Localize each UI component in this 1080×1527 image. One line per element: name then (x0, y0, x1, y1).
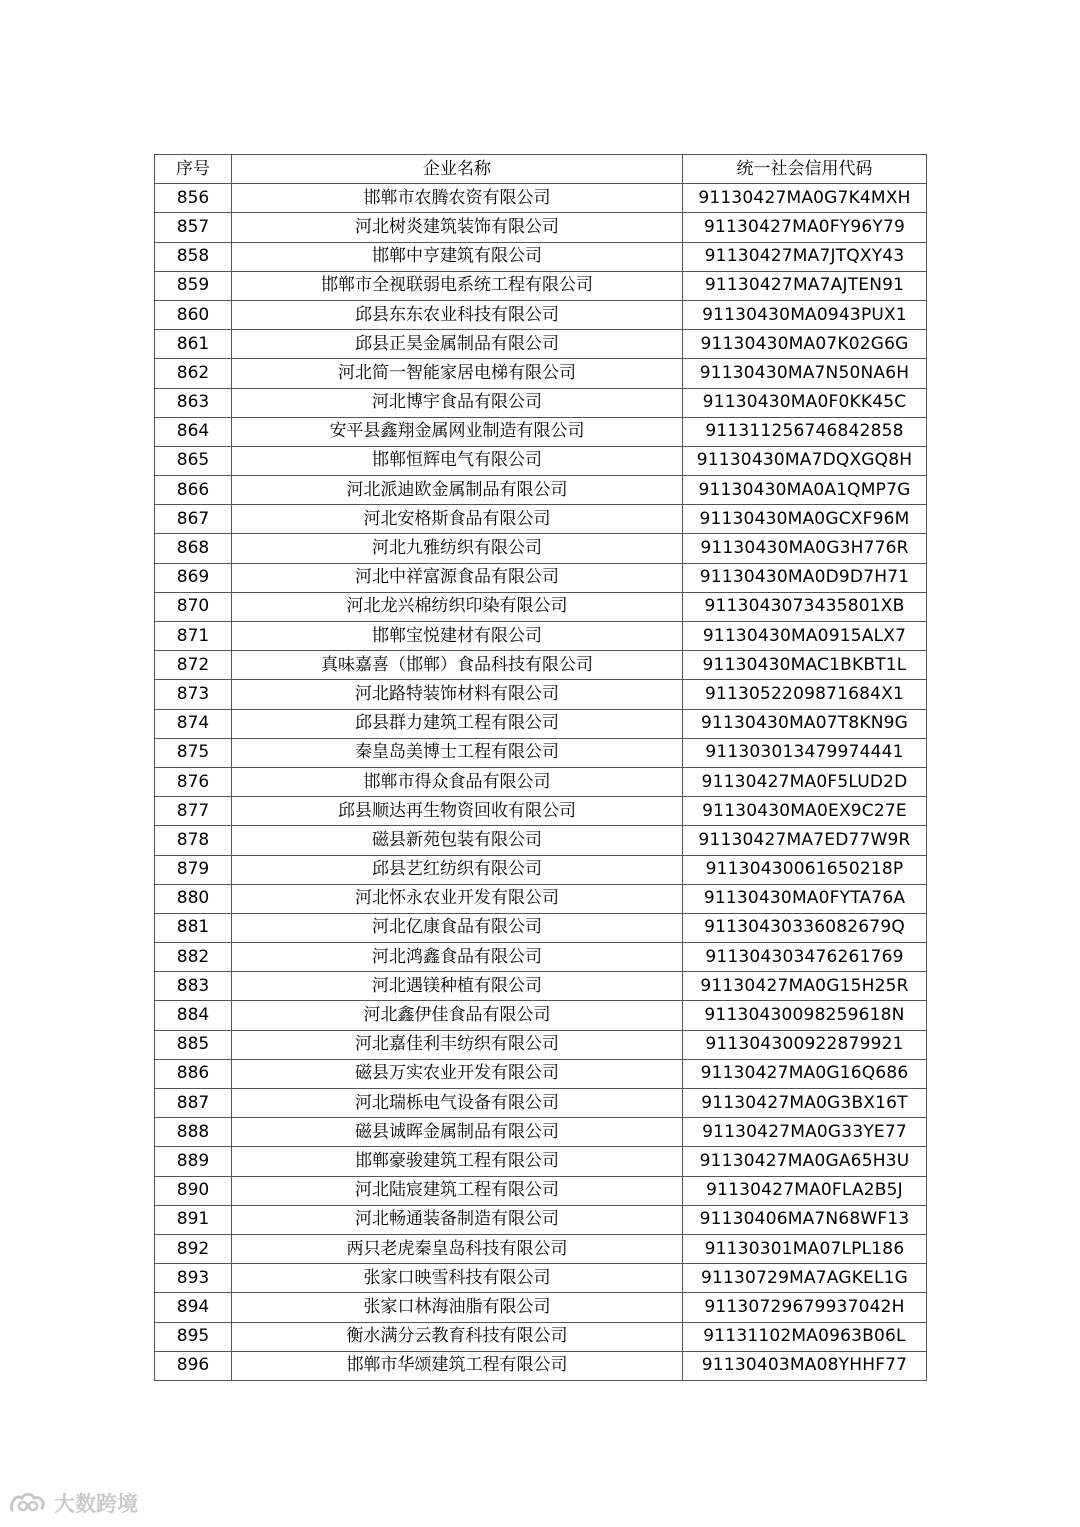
cell-seq: 888 (155, 1118, 232, 1147)
table-row (155, 1030, 927, 1059)
cell-company-name: 河北畅通装备制造有限公司 (232, 1205, 683, 1234)
cell-seq: 863 (155, 388, 232, 417)
cell-seq: 893 (155, 1264, 232, 1293)
cell-seq: 869 (155, 563, 232, 592)
cell-credit-code: 91130430MA0FYTA76A (683, 884, 927, 913)
cell-company-name: 河北安格斯食品有限公司 (232, 505, 683, 534)
table-row (155, 738, 927, 767)
cell-credit-code: 91130427MA7ED77W9R (683, 826, 927, 855)
cell-company-name: 邯郸市全视联弱电系统工程有限公司 (232, 271, 683, 300)
cell-seq: 883 (155, 972, 232, 1001)
cell-seq: 856 (155, 184, 232, 213)
table-row (155, 1059, 927, 1088)
cell-seq: 881 (155, 913, 232, 942)
cell-credit-code: 911304303476261769 (683, 943, 927, 972)
cell-seq: 868 (155, 534, 232, 563)
cell-credit-code: 91130430MA07T8KN9G (683, 709, 927, 738)
cell-seq: 873 (155, 680, 232, 709)
cell-company-name: 邯郸市华颂建筑工程有限公司 (232, 1351, 683, 1380)
cell-company-name: 真味嘉喜（邯郸）食品科技有限公司 (232, 651, 683, 680)
cell-seq: 877 (155, 797, 232, 826)
company-table-container (154, 154, 926, 1381)
cell-seq: 874 (155, 709, 232, 738)
cell-credit-code: 91130430MA0943PUX1 (683, 300, 927, 329)
table-row (155, 1264, 927, 1293)
cell-seq: 867 (155, 505, 232, 534)
table-row (155, 505, 927, 534)
table-row (155, 242, 927, 271)
cell-credit-code: 91130430MA0915ALX7 (683, 622, 927, 651)
table-row (155, 1351, 927, 1380)
cell-credit-code: 91130427MA0G7K4MXH (683, 184, 927, 213)
table-row (155, 884, 927, 913)
cell-credit-code: 91130427MA0FY96Y79 (683, 213, 927, 242)
cell-company-name: 河北龙兴棉纺织印染有限公司 (232, 592, 683, 621)
cell-company-name: 河北遇镁种植有限公司 (232, 972, 683, 1001)
header-seq: 序号 (155, 155, 232, 184)
cell-credit-code: 911311256746842858 (683, 417, 927, 446)
table-row (155, 417, 927, 446)
cell-company-name: 邱县顺达再生物资回收有限公司 (232, 797, 683, 826)
cell-company-name: 邯郸宝悦建材有限公司 (232, 622, 683, 651)
cell-seq: 895 (155, 1322, 232, 1351)
table-row (155, 1118, 927, 1147)
cell-company-name: 河北亿康食品有限公司 (232, 913, 683, 942)
table-row (155, 1205, 927, 1234)
cell-company-name: 邱县正昊金属制品有限公司 (232, 330, 683, 359)
cell-seq: 866 (155, 476, 232, 505)
table-row (155, 1147, 927, 1176)
table-body (155, 184, 927, 1381)
table-row (155, 359, 927, 388)
cell-company-name: 邱县艺红纺织有限公司 (232, 855, 683, 884)
cell-seq: 871 (155, 622, 232, 651)
table-row (155, 563, 927, 592)
cell-credit-code: 91131102MA0963B06L (683, 1322, 927, 1351)
cell-credit-code: 911304300922879921 (683, 1030, 927, 1059)
table-row (155, 213, 927, 242)
cell-seq: 879 (155, 855, 232, 884)
cell-seq: 862 (155, 359, 232, 388)
cell-seq: 857 (155, 213, 232, 242)
cell-seq: 865 (155, 446, 232, 475)
cell-company-name: 安平县鑫翔金属网业制造有限公司 (232, 417, 683, 446)
cell-credit-code: 91130430MA0F0KK45C (683, 388, 927, 417)
cell-credit-code: 91130430MA07K02G6G (683, 330, 927, 359)
table-row (155, 592, 927, 621)
table-row (155, 446, 927, 475)
cell-seq: 891 (155, 1205, 232, 1234)
cell-company-name: 邯郸恒辉电气有限公司 (232, 446, 683, 475)
watermark (8, 1488, 138, 1518)
cell-seq: 884 (155, 1001, 232, 1030)
cell-seq: 896 (155, 1351, 232, 1380)
cell-company-name: 河北中祥富源食品有限公司 (232, 563, 683, 592)
cell-seq: 870 (155, 592, 232, 621)
cell-company-name: 衡水满分云教育科技有限公司 (232, 1322, 683, 1351)
cell-credit-code: 91130729MA7AGKEL1G (683, 1264, 927, 1293)
cell-company-name: 河北路特装饰材料有限公司 (232, 680, 683, 709)
cell-seq: 875 (155, 738, 232, 767)
cell-seq: 890 (155, 1176, 232, 1205)
table-row (155, 855, 927, 884)
cell-credit-code: 91130427MA0G3BX16T (683, 1089, 927, 1118)
table-row (155, 1089, 927, 1118)
cell-seq: 878 (155, 826, 232, 855)
table-row (155, 972, 927, 1001)
cell-credit-code: 91130430MA0G3H776R (683, 534, 927, 563)
cell-company-name: 河北陆宸建筑工程有限公司 (232, 1176, 683, 1205)
brand-logo-icon (8, 1490, 48, 1516)
cell-company-name: 邯郸中亨建筑有限公司 (232, 242, 683, 271)
cell-company-name: 邯郸豪骏建筑工程有限公司 (232, 1147, 683, 1176)
cell-credit-code: 91130729679937042H (683, 1293, 927, 1322)
table-row (155, 943, 927, 972)
cell-seq: 872 (155, 651, 232, 680)
cell-credit-code: 91130427MA7JTQXY43 (683, 242, 927, 271)
cell-credit-code: 91130427MA0F5LUD2D (683, 767, 927, 796)
cell-seq: 885 (155, 1030, 232, 1059)
table-row (155, 826, 927, 855)
cell-seq: 887 (155, 1089, 232, 1118)
cell-company-name: 河北瑞栎电气设备有限公司 (232, 1089, 683, 1118)
cell-credit-code: 91130430MA7DQXGQ8H (683, 446, 927, 475)
table-row (155, 680, 927, 709)
cell-seq: 894 (155, 1293, 232, 1322)
cell-seq: 858 (155, 242, 232, 271)
table-row (155, 534, 927, 563)
cell-seq: 880 (155, 884, 232, 913)
company-table (154, 154, 927, 1381)
table-row (155, 1234, 927, 1263)
cell-seq: 859 (155, 271, 232, 300)
cell-credit-code: 91130430061650218P (683, 855, 927, 884)
cell-company-name: 邯郸市农腾农资有限公司 (232, 184, 683, 213)
cell-company-name: 河北九雅纺织有限公司 (232, 534, 683, 563)
cell-seq: 876 (155, 767, 232, 796)
cell-credit-code: 91130403MA08YHHF77 (683, 1351, 927, 1380)
cell-credit-code: 91130427MA7AJTEN91 (683, 271, 927, 300)
cell-seq: 860 (155, 300, 232, 329)
cell-company-name: 河北博宇食品有限公司 (232, 388, 683, 417)
cell-credit-code: 91130427MA0GA65H3U (683, 1147, 927, 1176)
cell-credit-code: 9113043073435801XB (683, 592, 927, 621)
table-row (155, 622, 927, 651)
cell-company-name: 河北怀永农业开发有限公司 (232, 884, 683, 913)
watermark-text: 大数跨境 (54, 1492, 138, 1516)
cell-company-name: 河北派迪欧金属制品有限公司 (232, 476, 683, 505)
table-row (155, 271, 927, 300)
table-row (155, 797, 927, 826)
table-row (155, 1001, 927, 1030)
cell-company-name: 磁县万实农业开发有限公司 (232, 1059, 683, 1088)
cell-credit-code: 91130301MA07LPL186 (683, 1234, 927, 1263)
table-row (155, 767, 927, 796)
table-row (155, 476, 927, 505)
cell-company-name: 河北鑫伊佳食品有限公司 (232, 1001, 683, 1030)
table-header-row (155, 155, 927, 184)
table-row (155, 1322, 927, 1351)
table-row (155, 388, 927, 417)
table-row (155, 300, 927, 329)
cell-company-name: 两只老虎秦皇岛科技有限公司 (232, 1234, 683, 1263)
cell-company-name: 河北树炎建筑装饰有限公司 (232, 213, 683, 242)
cell-company-name: 磁县诚晖金属制品有限公司 (232, 1118, 683, 1147)
cell-credit-code: 91130430MA0A1QMP7G (683, 476, 927, 505)
cell-credit-code: 91130427MA0G15H25R (683, 972, 927, 1001)
table-row (155, 330, 927, 359)
table-row (155, 709, 927, 738)
cell-credit-code: 91130427MA0G33YE77 (683, 1118, 927, 1147)
cell-credit-code: 91130430MAC1BKBT1L (683, 651, 927, 680)
header-company-name: 企业名称 (232, 155, 683, 184)
cell-seq: 892 (155, 1234, 232, 1263)
cell-credit-code: 911303013479974441 (683, 738, 927, 767)
table-row (155, 184, 927, 213)
cell-credit-code: 91130430098259618N (683, 1001, 927, 1030)
cell-company-name: 邱县群力建筑工程有限公司 (232, 709, 683, 738)
table-row (155, 651, 927, 680)
cell-credit-code: 91130427MA0FLA2B5J (683, 1176, 927, 1205)
cell-credit-code: 91130430MA7N50NA6H (683, 359, 927, 388)
cell-company-name: 秦皇岛美博士工程有限公司 (232, 738, 683, 767)
cell-credit-code: 91130430MA0GCXF96M (683, 505, 927, 534)
cell-credit-code: 91130430MA0EX9C27E (683, 797, 927, 826)
cell-seq: 864 (155, 417, 232, 446)
cell-company-name: 张家口映雪科技有限公司 (232, 1264, 683, 1293)
cell-seq: 886 (155, 1059, 232, 1088)
header-credit-code: 统一社会信用代码 (683, 155, 927, 184)
cell-credit-code: 91130406MA7N68WF13 (683, 1205, 927, 1234)
cell-seq: 861 (155, 330, 232, 359)
cell-credit-code: 91130430MA0D9D7H71 (683, 563, 927, 592)
cell-seq: 882 (155, 943, 232, 972)
cell-company-name: 河北简一智能家居电梯有限公司 (232, 359, 683, 388)
cell-company-name: 张家口林海油脂有限公司 (232, 1293, 683, 1322)
table-row (155, 913, 927, 942)
table-row (155, 1176, 927, 1205)
cell-company-name: 磁县新苑包装有限公司 (232, 826, 683, 855)
cell-company-name: 邯郸市得众食品有限公司 (232, 767, 683, 796)
cell-credit-code: 91130427MA0G16Q686 (683, 1059, 927, 1088)
cell-company-name: 河北鸿鑫食品有限公司 (232, 943, 683, 972)
cell-seq: 889 (155, 1147, 232, 1176)
cell-credit-code: 9113052209871684X1 (683, 680, 927, 709)
cell-company-name: 邱县东东农业科技有限公司 (232, 300, 683, 329)
table-row (155, 1293, 927, 1322)
cell-company-name: 河北嘉佳利丰纺织有限公司 (232, 1030, 683, 1059)
cell-credit-code: 91130430336082679Q (683, 913, 927, 942)
